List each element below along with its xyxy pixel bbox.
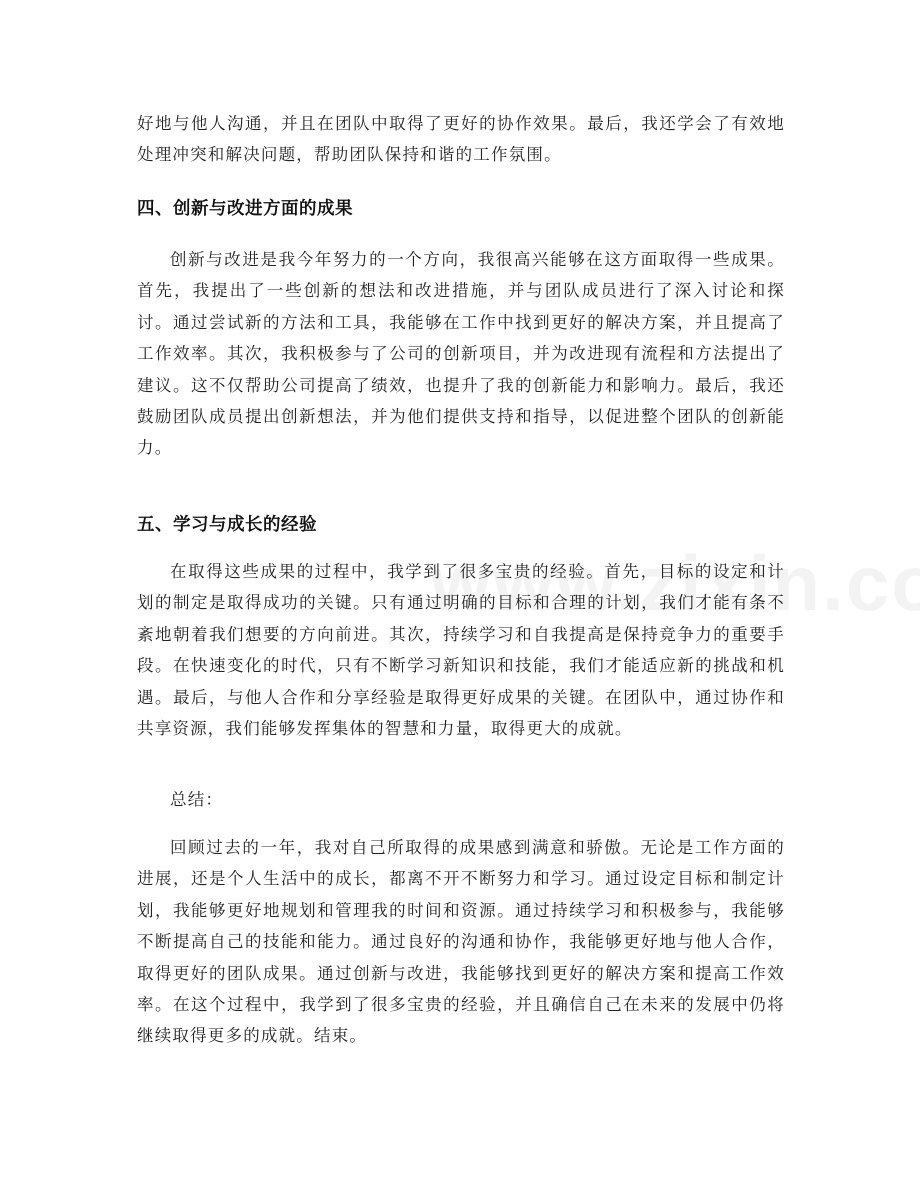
section-heading-5: 五、学习与成长的经验 <box>137 515 317 535</box>
summary-paragraph: 回顾过去的一年，我对自己所取得的成果感到满意和骄傲。无论是工作方面的进展，还是个人生活中的成长，都离不开不断努力和学习。通过设定目标和制定计划，我能够更好地规划和管理我的时间和资源。通过持续学习和积极参与，我能够不断提高自己的技能和能力。通过良好的沟通和协作，我能够更好地与他人合作，取得更好的团队成果。通过创新与改进，我能够找到更好的解决方案和提高工作效率。在这个过程中，我学到了很多宝贵的经验，并且确信自己在未来的发展中仍将继续取得更多的成就。结束。 <box>137 838 785 1046</box>
section-heading-4: 四、创新与改进方面的成果 <box>137 199 353 219</box>
section-5-paragraph: 在取得这些成果的过程中，我学到了很多宝贵的经验。首先，目标的设定和计划的制定是取得成功的关键。只有通过明确的目标和合理的计划，我们才能有条不紊地朝着我们想要的方向前进。其次，持续学习和自我提高是保持竞争力的重要手段。在快速变化的时代，只有不断学习新知识和技能，我们才能适应新的挑战和机遇。最后，与他人合作和分享经验是取得更好成果的关键。在团队中，通过协作和共享资源，我们能够发挥集体的智慧和力量，取得更大的成就。 <box>137 562 785 739</box>
paragraph-continued: 好地与他人沟通，并且在团队中取得了更好的协作效果。最后，我还学会了有效地处理冲突和解决问题，帮助团队保持和谐的工作氛围。 <box>137 114 785 165</box>
summary-label: 总结： <box>170 790 224 809</box>
section-4-paragraph: 创新与改进是我今年努力的一个方向，我很高兴能够在这方面取得一些成果。首先，我提出了一些创新的想法和改进措施，并与团队成员进行了深入讨论和探讨。通过尝试新的方法和工具，我能够在工作中找到更好的解决方案，并且提高了工作效率。其次，我积极参与了公司的创新项目，并为改进现有流程和方法提出了建议。这不仅帮助公司提高了绩效，也提升了我的创新能力和影响力。最后，我还鼓励团队成员提出创新想法，并为他们提供支持和指导，以促进整个团队的创新能力。 <box>137 250 785 458</box>
